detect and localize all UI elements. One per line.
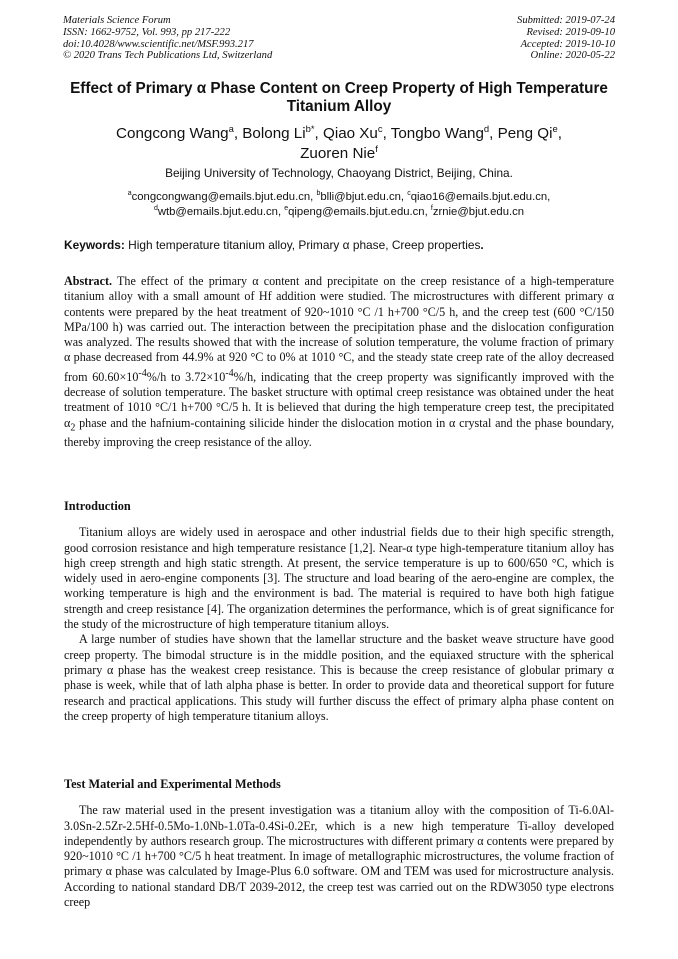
paper-title: Effect of Primary α Phase Content on Creep Property of High Temperature Titanium Alloy (70, 80, 608, 115)
keywords-text: High temperature titanium alloy, Primary α phase, Creep properties (128, 238, 481, 252)
doi-line[interactable]: doi:10.4028/www.scientific.net/MSF.993.217 (63, 38, 254, 50)
copyright-line: © 2020 Trans Tech Publications Ltd, Switzerland (63, 50, 273, 62)
keywords-label: Keywords: (64, 238, 125, 252)
author-email[interactable]: $^c$qiao16@emails.bjut.edu.cn, (407, 190, 551, 203)
author: Bolong $Li^{b*}$, (242, 122, 323, 142)
paragraph: A large number of studies have shown that the lamellar structure and the basket weave structure have good creep property. The bimodal structure is in the middle position, and the equiaxed structure with the spherical primary α phase has the weakest creep resistance. This is because the creep resistance of globular primary α phase is week, while that of lath alpha phase is better. In order to provide data and theoretical support for future research and practical applications. This study will further discuss the effect of primary alpha phase content on the creep property of high temperature titanium alloys. (64, 632, 614, 723)
author: Peng Qi$^e$, (497, 122, 562, 142)
accepted-date: Accepted: 2019-10-10 (520, 38, 615, 50)
issn-line: ISSN: 1662-9752, Vol. 993, pp 217-222 (63, 26, 231, 38)
author-email[interactable]: $^d$wtb@emails.bjut.edu.cn (153, 204, 278, 218)
section-heading: Introduction (64, 499, 131, 513)
methods-section (64, 777, 614, 910)
journal-name: Materials Science Forum (63, 15, 171, 26)
submitted-date: Submitted: 2019-07-24 (517, 15, 615, 26)
revised-date: Revised: 2019-09-10 (526, 26, 615, 38)
author: Congcong Wang$^a$, (116, 122, 243, 142)
affiliation: Beijing University of Technology, Chaoyang District, Beijing, China. (165, 166, 513, 180)
keywords: Keywords: High temperature titanium alloy, Primary α phase, Creep properties. (64, 238, 484, 252)
online-date: Online: 2020-05-22 (530, 50, 615, 62)
author-email[interactable]: $^e$qipeng@emails.bjut.edu.cn (284, 204, 425, 218)
author: Tongbo Wang$^d$, (390, 122, 498, 142)
author: Qiao Xu$^c$, (323, 122, 391, 142)
author-list (64, 124, 614, 163)
paragraph: Titanium alloys are widely used in aerospace and other industrial fields due to their high specific strength, good corrosion resistance and high temperature resistance [1,2]. Near-α type high-temperature titanium alloy has high creep strength and high static strength. At present, the service temperature is up to 600/650 °C, which is widely used in aero-engine components [3]. The structure and load bearing of the aero-engine are complex, the working temperature is high and the environment is bad. The material is required to have both high fatigue strength and creep resistance [4]. The organization determines the performance, which is of great significance for the study of the microstructure of high temperature titanium alloys. (64, 525, 614, 632)
author-email[interactable]: $^a$congcongwang@emails.bjut.edu.cn (127, 190, 311, 203)
journal-info (63, 15, 272, 62)
author-email[interactable]: $^b$blli@bjut.edu.cn (316, 190, 401, 203)
email-list: $^a$congcongwang@emails.bjut.edu.cn, $^b$blli@bjut.edu.cn, $^c$qiao16@emails.bjut.edu.cn, $^d$wtb@emails.bjut.edu.cn, $^e$qipeng@emails.bjut.edu.cn, $^f$zrnie@bjut.edu.cn (127, 190, 551, 218)
abstract-text: Abstract. The effect of the primary α content and precipitate on the creep resistance of a high-temperature titanium alloy with a small amount of Hf addition were studied. The microstructures with different primary α contents were prepared by the heat treatment of 920~1010 °C /1 h+700 °C/5 h, and the creep test (600 °C/150 MPa/100 h) was carried out. The interaction between the precipitation phase and the dislocation configuration was analyzed. The results showed that with the increase of solution temperature, the volume fraction of primary α phase decreased from 44.9% at 920 °C to 0% at 1010 °C, and the steady state creep rate of the alloy decreased from $60.60\times 10^{-4}\%/h$ to $3.72\times 10^{-4}\%/h$, indicating that the creep property was significantly improved with the decrease of solution temperature. The basket structure with optimal creep resistance was obtained under the heat treatment of 1010 °C/1 h+700 °C/5 h. It is believed that during the high temperature creep test, the precipitated $\alpha_2$ phase and the hafnium-containing silicide hinder the dislocation motion in α crystal and the phase boundary, thereby improving the creep resistance of the alloy. (64, 274, 615, 450)
section-heading: Test Material and Experimental Methods (64, 777, 281, 791)
introduction-section (64, 499, 614, 724)
abstract-label: Abstract. (64, 274, 113, 288)
author-email[interactable]: $^f$zrnie@bjut.edu.cn (430, 204, 525, 218)
author: Zuoren Nie$^f$ (300, 142, 378, 162)
abstract (64, 274, 614, 451)
publication-dates (517, 15, 615, 62)
paragraph: The raw material used in the present investigation was a titanium alloy with the composition of Ti-6.0Al-3.0Sn-2.5Zr-2.5Hf-0.5Mo-1.0Nb-1.0Ta-0.4Si-0.2Er, which is a new high temperature Ti-alloy developed independently by authors research group. The microstructures with different primary α contents were prepared by 920~1010 °C /1 h+700 °C/5 h heat treatment. In image of metallographic microstructures, the volume fraction of primary α phase was calculated by Image-Plus 6.0 software. OM and TEM was used for microstructure analysis. According to national standard DB/T 2039-2012, the creep test was carried out on the RDW3050 type electrons creep (64, 803, 614, 910)
